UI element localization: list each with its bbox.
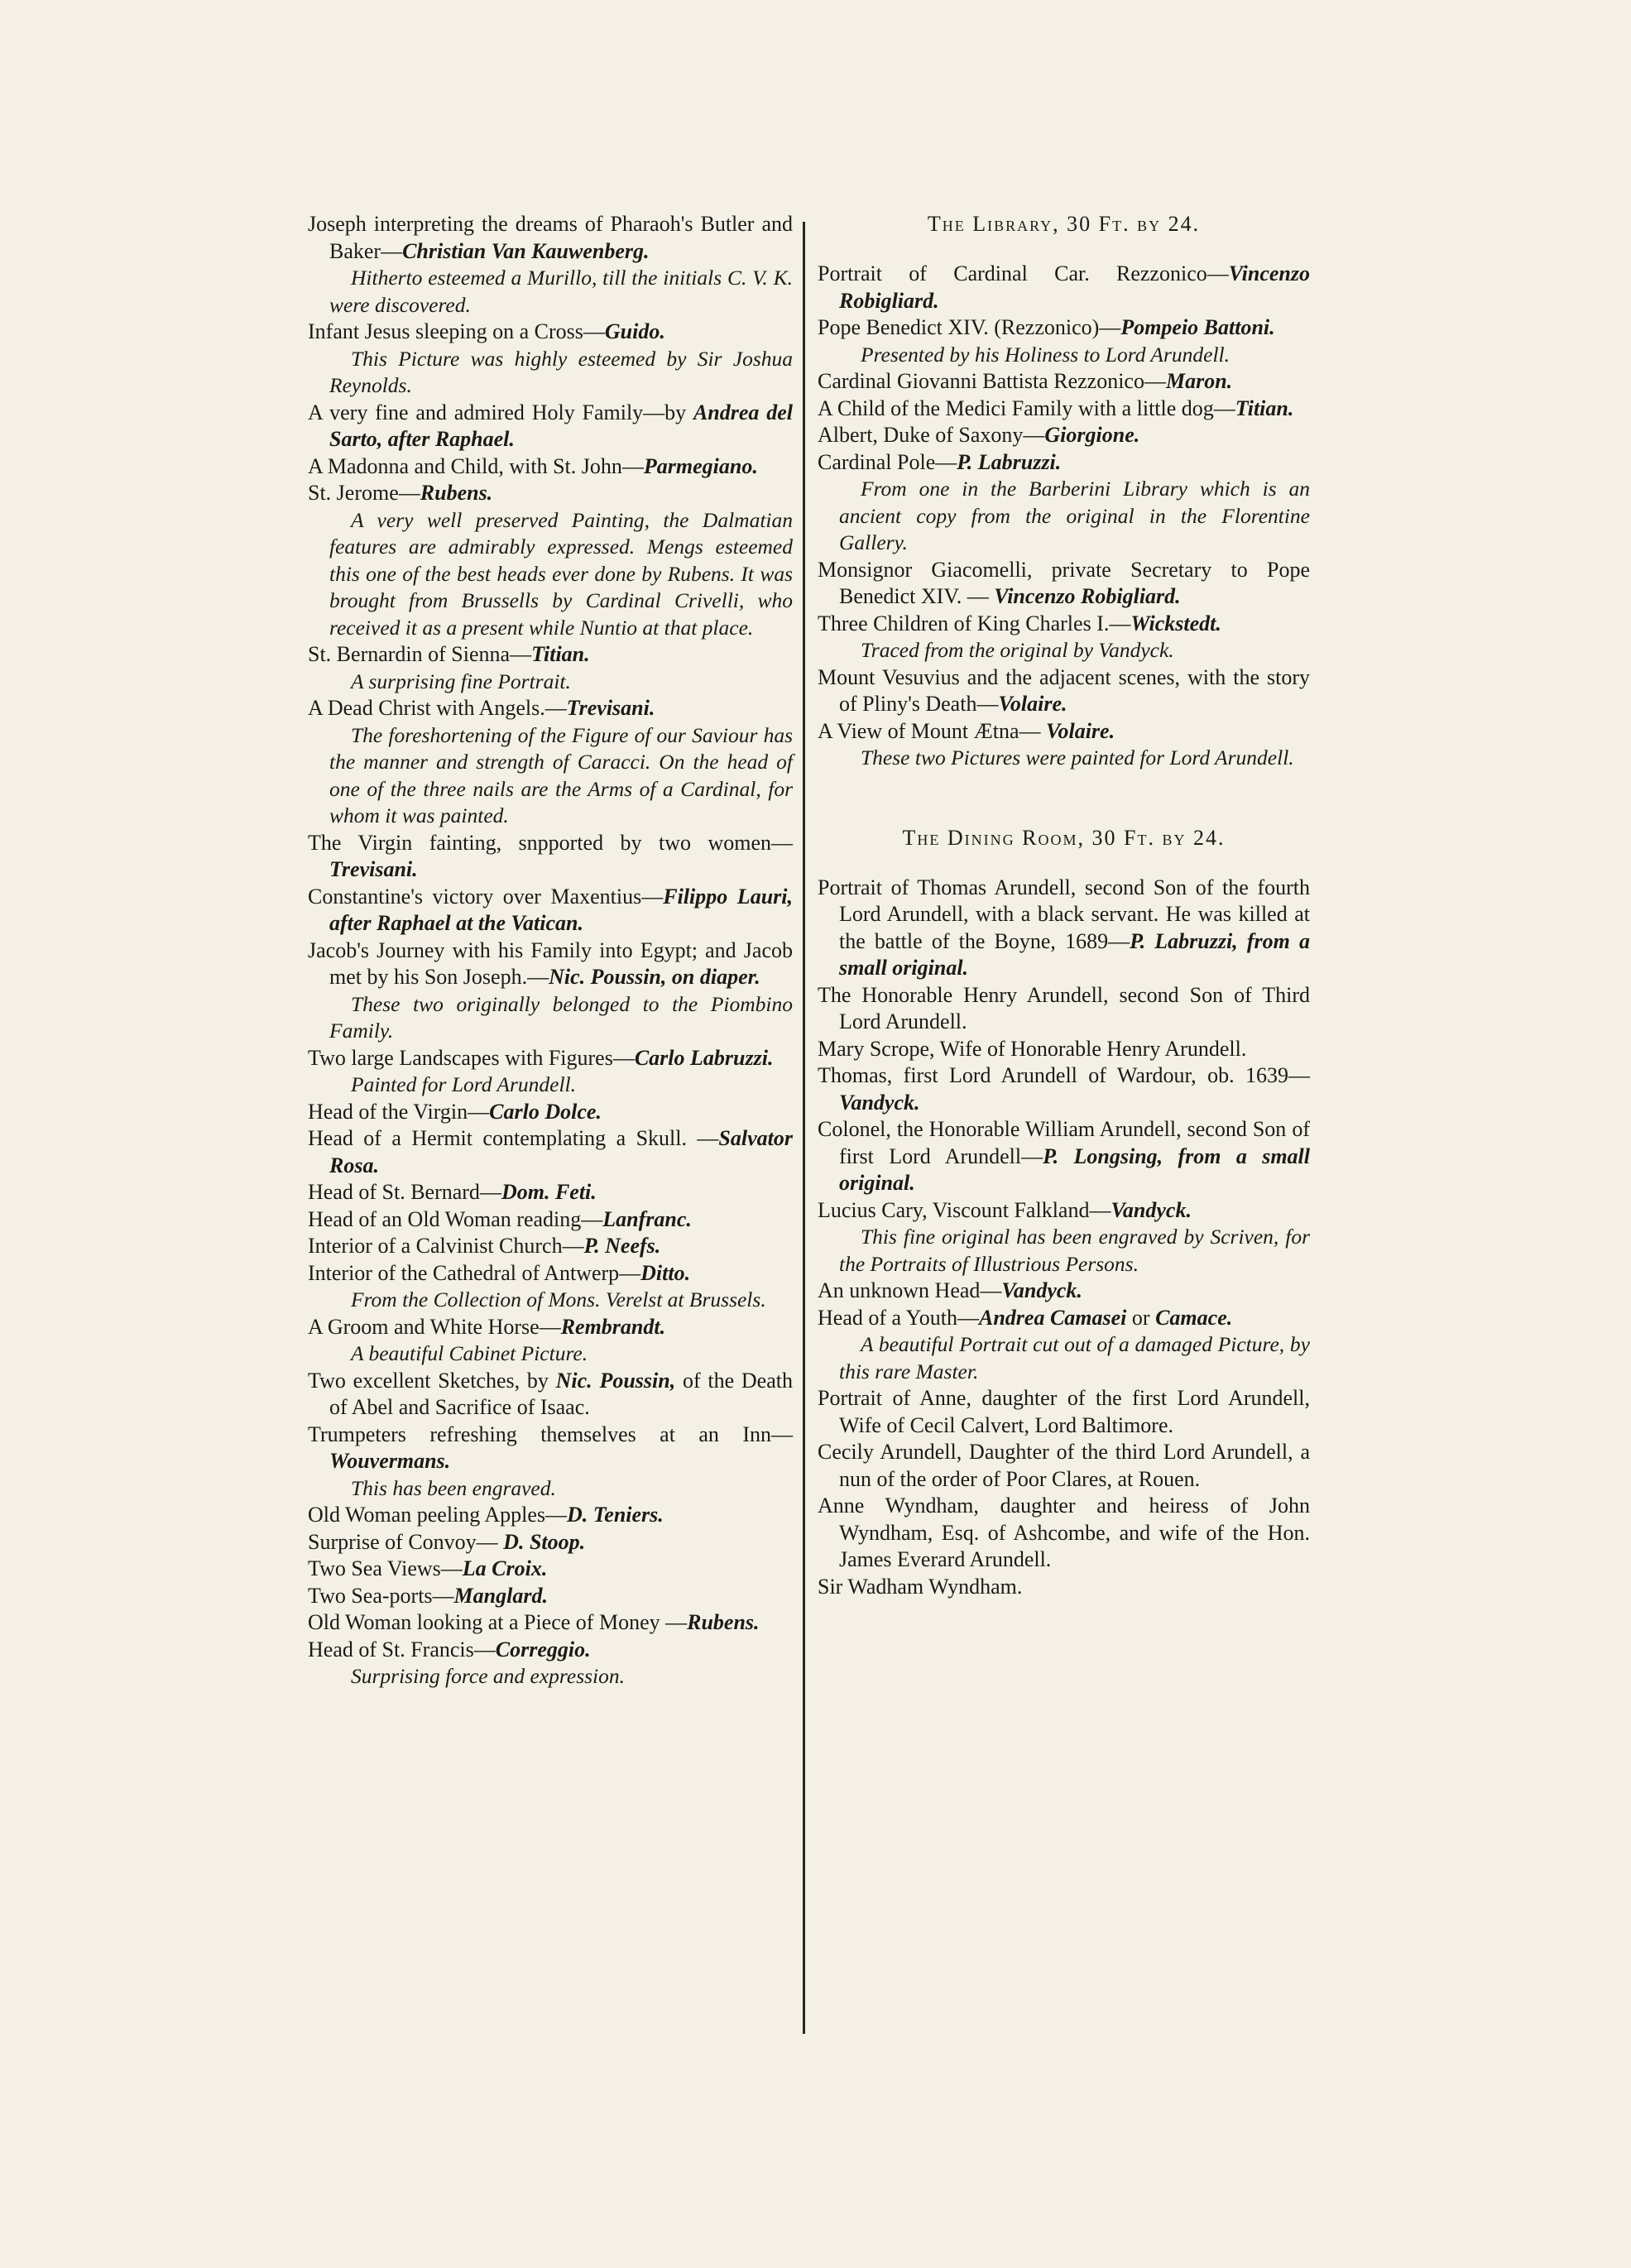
entry-title: A View of Mount Ætna— xyxy=(818,718,1047,743)
entry-title: An unknown Head— xyxy=(818,1278,1002,1302)
entry-artist: Correggio. xyxy=(495,1637,591,1661)
entry-title: Anne Wyndham, daughter and heiress of John Wyndham, Esq. of Ashcombe, and wife of the Hon. James Everard Arundell. xyxy=(818,1494,1310,1571)
entry-artist: Volaire. xyxy=(998,692,1067,716)
entry-artist: D. Stoop. xyxy=(503,1529,586,1554)
entry-title: Head of the Virgin— xyxy=(308,1099,490,1124)
catalogue-entry xyxy=(818,314,1310,342)
entry-title: Lucius Cary, Viscount Falkland— xyxy=(818,1197,1111,1222)
entry-title: A Dead Christ with Angels.— xyxy=(308,696,567,720)
entry-title: Colonel, the Honorable William Arundell, second Son of first Lord Arundell— xyxy=(818,1117,1310,1168)
entry-artist: Dom. Feti. xyxy=(501,1180,597,1204)
entry-artist: Manglard. xyxy=(453,1583,548,1608)
entry-artist: Volaire. xyxy=(1046,718,1115,743)
entry-title: Old Woman peeling Apples— xyxy=(308,1503,568,1527)
catalogue-entry xyxy=(308,400,793,453)
entry-title: Head of an Old Woman reading— xyxy=(308,1206,603,1231)
entry-artist: Carlo Labruzzi. xyxy=(634,1045,774,1070)
entry-title: Two large Landscapes with Figures— xyxy=(308,1045,635,1070)
catalogue-entry xyxy=(818,261,1310,314)
entry-note: Traced from the original by Vandyck. xyxy=(861,638,1174,662)
entry-title: Constantine's victory over Maxentius— xyxy=(308,884,664,909)
entry-title: Pope Benedict XIV. (Rezzonico)— xyxy=(818,315,1121,339)
entry-note: A very well preserved Painting, the Dalmatian features are admirably expressed. Mengs esteemed this one of the best heads ever done by Rubens. It was brought from Brussells by Cardinal Crivelli, who received it as a present while Nuntio at that place. xyxy=(329,507,793,640)
catalogue-entry xyxy=(308,1206,793,1234)
entry-title: Portrait of Cardinal Car. Rezzonico— xyxy=(818,261,1229,285)
entry-title: Two Sea-ports— xyxy=(308,1583,454,1608)
entry-note: These two originally belonged to the Piombino Family. xyxy=(329,991,793,1043)
entry-note: Painted for Lord Arundell. xyxy=(351,1072,577,1096)
entry-title: St. Bernardin of Sienna— xyxy=(308,642,532,666)
entry-artist: Vandyck. xyxy=(1001,1278,1082,1302)
catalogue-entry xyxy=(308,1314,793,1341)
catalogue-entry xyxy=(308,453,793,481)
entry-note: A beautiful Cabinet Picture. xyxy=(351,1341,588,1365)
entry-title: Interior of a Calvinist Church— xyxy=(308,1234,584,1258)
entry-title: The Honorable Henry Arundell, second Son of Third Lord Arundell. xyxy=(818,982,1310,1033)
entry-title: Surprise of Convoy— xyxy=(308,1529,504,1554)
catalogue-entry xyxy=(308,319,793,346)
catalogue-entry xyxy=(818,557,1310,611)
entry-artist: Lanfranc. xyxy=(602,1206,692,1231)
entry-note: These two Pictures were painted for Lord Arundell. xyxy=(861,746,1294,770)
entry-note: Hitherto esteemed a Murillo, till the initials C. V. K. were discovered. xyxy=(329,266,793,317)
entry-title: Cecily Arundell, Daughter of the third Lord Arundell, a nun of the order of Poor Clares, at Rouen. xyxy=(818,1440,1310,1491)
catalogue-entry xyxy=(308,830,793,884)
entry-artist: P. Labruzzi, from a small original. xyxy=(839,928,1311,980)
catalogue-entry xyxy=(308,641,793,669)
entry-artist: Christian Van Kauwenberg. xyxy=(402,238,650,263)
catalogue-entry xyxy=(818,611,1310,638)
entry-artist: Filippo Lauri, after Raphael at the Vatican. xyxy=(329,884,793,935)
entry-note: A surprising fine Portrait. xyxy=(351,669,571,693)
catalogue-entry xyxy=(308,1583,793,1610)
entry-title: Head of St. Francis— xyxy=(308,1637,496,1661)
library-heading: The Library, 30 Ft. by 24. xyxy=(927,212,1201,236)
catalogue-entry xyxy=(308,937,793,991)
entry-note: From the Collection of Mons. Verelst at Brussels. xyxy=(351,1287,766,1311)
entry-note: This Picture was highly esteemed by Sir Joshua Reynolds. xyxy=(329,346,793,397)
entry-artist: Salvator Rosa. xyxy=(329,1126,793,1177)
entry-note: This has been engraved. xyxy=(351,1475,556,1500)
entry-title: Cardinal Giovanni Battista Rezzonico— xyxy=(818,369,1166,393)
entry-title-continued: of the Death of Abel and Sacrifice of Isaac. xyxy=(329,1368,793,1419)
right-column xyxy=(818,211,1310,1600)
entry-title: Thomas, first Lord Arundell of Wardour, ob. 1639— xyxy=(818,1063,1310,1087)
entry-note: The foreshortening of the Figure of our Saviour has the manner and strength of Caracci. On the head of one of the three nails are the Arms of a Cardinal, for whom it was painted. xyxy=(329,722,793,827)
catalogue-entry xyxy=(818,396,1310,423)
entry-title: Old Woman looking at a Piece of Money — xyxy=(308,1610,688,1634)
entry-title: Trumpeters refreshing themselves at an Inn— xyxy=(308,1422,793,1446)
entry-title: St. Jerome— xyxy=(308,481,420,505)
catalogue-entry xyxy=(818,1278,1310,1305)
entry-artist: Andrea Camasei xyxy=(979,1305,1127,1330)
entry-title: Mount Vesuvius and the adjacent scenes, with the story of Pliny's Death— xyxy=(818,664,1310,716)
catalogue-entry xyxy=(818,982,1310,1036)
entry-title: Two Sea Views— xyxy=(308,1556,463,1580)
entry-artist: P. Neefs. xyxy=(583,1234,661,1258)
dining-room-heading: The Dining Room, 30 Ft. by 24. xyxy=(902,825,1226,850)
entry-artist: Wouvermans. xyxy=(329,1449,451,1473)
entry-artist: Rubens. xyxy=(420,481,493,505)
entry-title: Joseph interpreting the dreams of Pharaoh's Butler and Baker— xyxy=(308,212,793,263)
entry-artist: Guido. xyxy=(604,319,665,343)
entry-title: Jacob's Journey with his Family into Egypt; and Jacob met by his Son Joseph.— xyxy=(308,937,793,989)
catalogue-entry xyxy=(818,1062,1310,1116)
entry-artist: P. Labruzzi. xyxy=(957,449,1062,474)
entry-title: Head of a Youth— xyxy=(818,1305,979,1330)
catalogue-entry xyxy=(308,1125,793,1179)
entry-note: Presented by his Holiness to Lord Arundell. xyxy=(861,342,1230,367)
catalogue-entry xyxy=(818,664,1310,718)
entry-note: From one in the Barberini Library which is an ancient copy from the original in the Florentine Gallery. xyxy=(839,477,1310,554)
library-list xyxy=(818,261,1310,772)
entry-title-continued: or xyxy=(1126,1305,1156,1330)
entry-artist: Carlo Dolce. xyxy=(489,1099,602,1124)
entry-artist: Giorgione. xyxy=(1044,423,1140,447)
entry-title: Sir Wadham Wyndham. xyxy=(818,1574,1023,1599)
entry-note: This fine original has been engraved by Scriven, for the Portraits of Illustrious Persons. xyxy=(839,1225,1310,1276)
entry-title: Infant Jesus sleeping on a Cross— xyxy=(308,319,605,343)
entry-title: Head of a Hermit contemplating a Skull. — xyxy=(308,1126,719,1150)
catalogue-entry xyxy=(308,1260,793,1287)
entry-title: Three Children of King Charles I.— xyxy=(818,611,1131,635)
catalogue-entry xyxy=(308,1422,793,1475)
catalogue-entry xyxy=(308,1529,793,1556)
catalogue-entry xyxy=(818,422,1310,449)
column-divider xyxy=(803,222,805,2034)
catalogue-entry xyxy=(818,1116,1310,1197)
catalogue-entry xyxy=(308,1045,793,1072)
entry-artist: Rembrandt. xyxy=(560,1314,666,1339)
catalogue-entry xyxy=(308,1233,793,1260)
entry-title: Monsignor Giacomelli, private Secretary to Pope Benedict XIV. — xyxy=(818,557,1310,608)
catalogue-entry xyxy=(818,1036,1310,1063)
dining-room-list xyxy=(818,875,1310,1601)
entry-artist-alt: Camace. xyxy=(1155,1305,1233,1330)
entry-title: Cardinal Pole— xyxy=(818,449,957,474)
catalogue-entry xyxy=(818,1574,1310,1601)
catalogue-entry xyxy=(818,449,1310,477)
catalogue-entry xyxy=(818,1493,1310,1574)
entry-note: A beautiful Portrait cut out of a damaged Picture, by this rare Master. xyxy=(839,1332,1310,1383)
catalogue-entry xyxy=(308,1502,793,1529)
entry-title: A Groom and White Horse— xyxy=(308,1314,561,1339)
catalogue-entry xyxy=(308,211,793,265)
catalogue-entry xyxy=(818,875,1310,982)
catalogue-entry xyxy=(818,1305,1310,1332)
entry-artist: Titian. xyxy=(1235,396,1294,420)
catalogue-entry xyxy=(308,1556,793,1583)
entry-artist: Vincenzo Robigliard. xyxy=(839,261,1310,313)
entry-artist: P. Longsing, from a small original. xyxy=(839,1144,1310,1195)
entry-title: Head of St. Bernard— xyxy=(308,1180,501,1204)
entry-artist: D. Teniers. xyxy=(567,1503,664,1527)
entry-title: Portrait of Thomas Arundell, second Son of the fourth Lord Arundell, with a black servant. He was killed at the battle of the Boyne, 1689— xyxy=(818,875,1310,953)
entry-title: Albert, Duke of Saxony— xyxy=(818,423,1045,447)
catalogue-entry xyxy=(308,884,793,937)
entry-artist: Andrea del Sarto, after Raphael. xyxy=(329,400,793,451)
entry-title: Interior of the Cathedral of Antwerp— xyxy=(308,1260,641,1285)
entry-artist: Trevisani. xyxy=(566,696,655,720)
entry-artist: Pompeio Battoni. xyxy=(1120,315,1275,339)
entry-artist: Nic. Poussin, xyxy=(555,1368,676,1393)
entry-title: A Child of the Medici Family with a little dog— xyxy=(818,396,1235,420)
entry-note: Surprising force and expression. xyxy=(351,1664,626,1688)
entry-artist: Rubens. xyxy=(687,1610,760,1634)
entry-artist: Maron. xyxy=(1165,369,1233,393)
entry-artist: Vandyck. xyxy=(1111,1197,1192,1222)
entry-title: A Madonna and Child, with St. John— xyxy=(308,453,644,478)
catalogue-entry xyxy=(818,1385,1310,1439)
entry-title: Two excellent Sketches, by xyxy=(308,1368,556,1393)
entry-title: Mary Scrope, Wife of Honorable Henry Arundell. xyxy=(818,1036,1247,1061)
left-column xyxy=(308,211,793,1690)
catalogue-entry xyxy=(818,368,1310,396)
entry-title: The Virgin fainting, snpported by two women— xyxy=(308,830,793,855)
entry-artist: Vincenzo Robigliard. xyxy=(994,584,1181,608)
entry-artist: Nic. Poussin, on diaper. xyxy=(549,965,760,989)
catalogue-entry xyxy=(308,1368,793,1422)
catalogue-entry xyxy=(818,1439,1310,1493)
entry-title: A very fine and admired Holy Family—by xyxy=(308,400,693,424)
entry-artist: Wickstedt. xyxy=(1130,611,1221,635)
catalogue-entry xyxy=(308,1179,793,1206)
catalogue-entry xyxy=(308,1609,793,1637)
entry-artist: Ditto. xyxy=(640,1260,691,1285)
entry-artist: Parmegiano. xyxy=(643,453,758,478)
catalogue-entry xyxy=(308,695,793,722)
catalogue-entry xyxy=(818,718,1310,746)
catalogue-entry xyxy=(308,480,793,507)
entry-artist: Vandyck. xyxy=(839,1090,920,1115)
entry-title: Portrait of Anne, daughter of the first Lord Arundell, Wife of Cecil Calvert, Lord Baltimore. xyxy=(818,1386,1310,1437)
entry-artist: Trevisani. xyxy=(329,857,418,881)
catalogue-entry xyxy=(308,1637,793,1664)
entry-artist: Titian. xyxy=(531,642,590,666)
catalogue-entry xyxy=(818,1197,1310,1225)
entry-artist: La Croix. xyxy=(462,1556,548,1580)
catalogue-entry xyxy=(308,1099,793,1126)
